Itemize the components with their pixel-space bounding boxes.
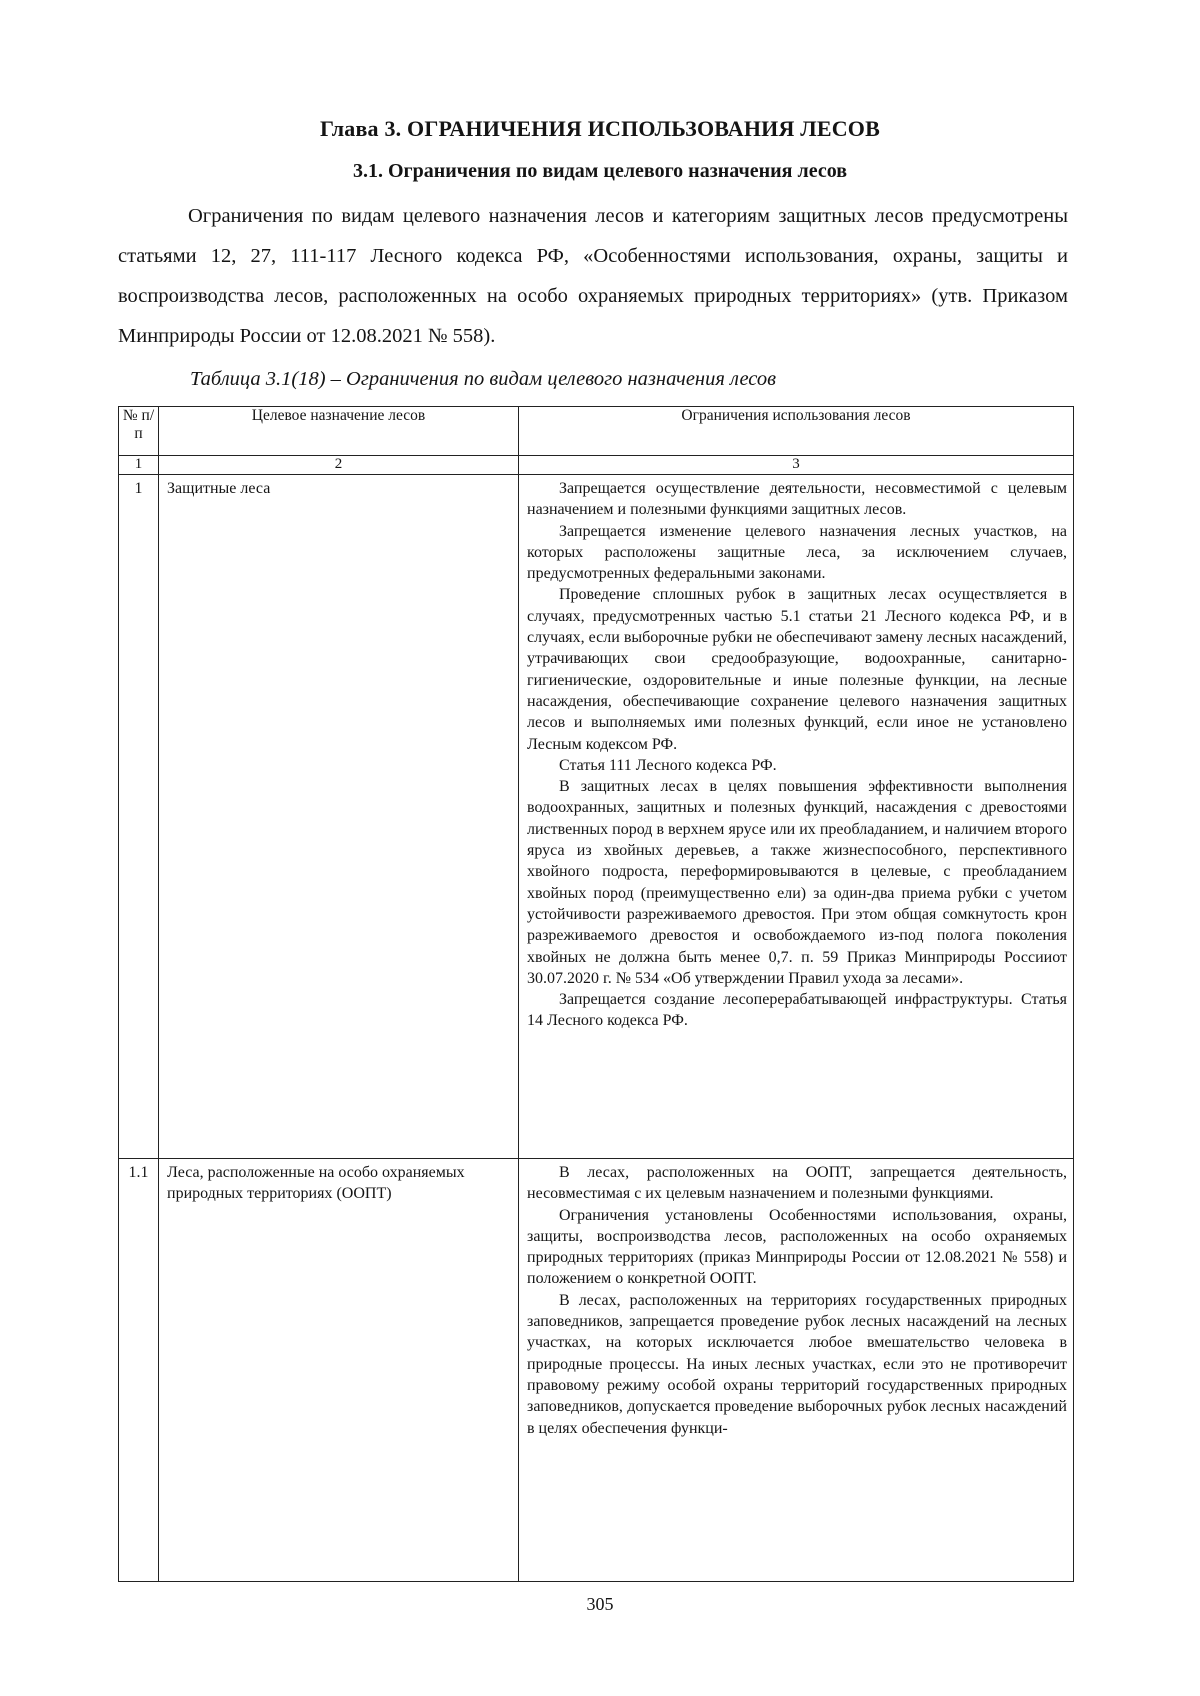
table-header-row xyxy=(119,407,1074,456)
restriction-paragraph: В лесах, расположенных на ООПТ, запрещается деятельность, несовместимая с их целевым назначением и полезными функциями. xyxy=(527,1164,1067,1203)
header-cell-number: № п/п xyxy=(119,407,159,456)
row-number: 1 xyxy=(119,475,159,1159)
table-row xyxy=(119,475,1074,1159)
restrictions-text xyxy=(519,1159,1074,1582)
row-number: 1.1 xyxy=(119,1159,159,1582)
page-number: 305 xyxy=(586,1594,614,1614)
restriction-paragraph: Запрещается осуществление деятельности, несовместимой с целевым назначением и полезными функциями защитных лесов. xyxy=(527,480,1067,519)
intro-paragraph: Ограничения по видам целевого назначения лесов и категориям защитных лесов предусмотрены статьями 12, 27, 111-117 Лесного кодекса РФ, «Особенностями использования, охраны, защиты и воспроизводства лесов, расположенных на особо охраняемых природных территориях» (утв. Приказом Минприроды России от 12.08.2021 № 558). xyxy=(118,205,1068,347)
restrictions-table xyxy=(118,406,1074,1582)
column-number-row xyxy=(119,456,1074,475)
table-caption: Таблица 3.1(18) – Ограничения по видам целевого назначения лесов xyxy=(190,368,777,390)
column-number-1: 1 xyxy=(119,456,159,475)
restriction-paragraph: Запрещается изменение целевого назначения лесных участков, на которых расположены защитные леса, за исключением случаев, предусмотренных федеральными законами. xyxy=(527,522,1067,583)
forest-purpose: Защитные леса xyxy=(159,475,519,1159)
restriction-paragraph: Ограничения установлены Особенностями использования, охраны, защиты, воспроизводства лесов, расположенных на особо охраняемых природных территориях (приказ Минприроды России от 12.08.2021 № 558) и положением о конкретной ООПТ. xyxy=(527,1206,1067,1288)
header-cell-purpose: Целевое назначение лесов xyxy=(159,407,519,456)
restriction-paragraph: Статья 111 Лесного кодекса РФ. xyxy=(559,756,777,774)
column-number-3: 3 xyxy=(519,456,1074,475)
header-cell-restrictions: Ограничения использования лесов xyxy=(519,407,1074,456)
restrictions-text xyxy=(519,475,1074,1159)
column-number-2: 2 xyxy=(159,456,519,475)
table-row xyxy=(119,1159,1074,1582)
forest-purpose: Леса, расположенные на особо охраняемых природных территориях (ООПТ) xyxy=(159,1159,519,1582)
restriction-paragraph: Запрещается создание лесоперерабатывающей инфраструктуры. Статья 14 Лесного кодекса РФ. xyxy=(527,991,1067,1030)
restriction-paragraph: В защитных лесах в целях повышения эффективности выполнения водоохранных, защитных и полезных функций, насаждения с древостоями лиственных пород в верхнем ярусе или их преобладанием, и наличием второго яруса из хвойных деревьев, а также жизнеспособного, перспективного хвойного подроста, переформировываются в целевые, с преобладанием хвойных пород (преимущественно ели) за один-два приема рубки с учетом устойчивости разреживаемого древостоя. При этом общая сомкнутость крон разреживаемого древостоя и освобождаемого из-под полога поколения хвойных не должна быть менее 0,7. п. 59 Приказ Минприроды Россииот 30.07.2020 г. № 534 «Об утверждении Правил ухода за лесами». xyxy=(527,778,1067,987)
restriction-paragraph: Проведение сплошных рубок в защитных лесах осуществляется в случаях, предусмотренных частью 5.1 статьи 21 Лесного кодекса РФ, и в случаях, если выборочные рубки не обеспечивают замену лесных насаждений, утрачивающих свои средообразующие, водоохранные, санитарно-гигиенические, оздоровительные и иные полезные функции, на лесные насаждения, обеспечивающие сохранение целевого назначения защитных лесов и выполняемых ими полезных функций, если иное не установлено Лесным кодексом РФ. xyxy=(527,586,1067,753)
restriction-paragraph: В лесах, расположенных на территориях государственных природных заповедников, запрещается проведение рубок лесных насаждений на лесных участках, на которых исключается любое вмешательство человека в природные процессы. На иных лесных участках, если это не противоречит правовому режиму особой охраны территорий государственных природных заповедников, допускается проведение выборочных рубок лесных насаждений в целях обеспечения функци- xyxy=(527,1291,1067,1437)
chapter-title: Глава 3. ОГРАНИЧЕНИЯ ИСПОЛЬЗОВАНИЯ ЛЕСОВ xyxy=(320,116,880,141)
section-title: 3.1. Ограничения по видам целевого назначения лесов xyxy=(353,160,847,182)
